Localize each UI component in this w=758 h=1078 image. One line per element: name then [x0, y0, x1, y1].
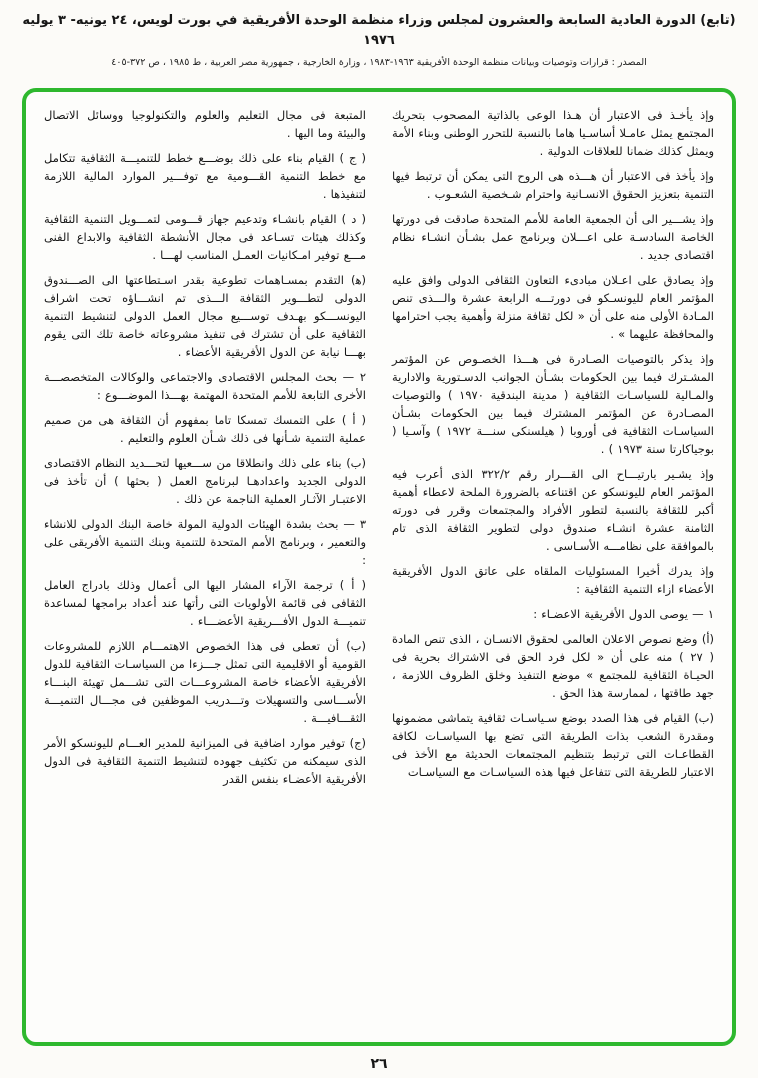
- header-title: (تابع) الدورة العادية السابعة والعشرون لمجلس وزراء منظمة الوحدة الأفريقية في بورت لويس، ٢٤ يونيه- ٣ يوليه ١٩٧٦: [22, 13, 736, 48]
- text-columns: [44, 106, 714, 1028]
- paragraph: وإذ يذكر بالتوصيات الصـادرة فى هـــذا الخصـوص عن المؤتمر المشـترك فيما بين الحكومات بشـأن الجوانب الدسـتورية والادارية والمـالية للسياسـات الثقافية ( مدينة البندقية ١٩٧٠ ) والتوصيات المصـادرة عن المؤتمر المشترك فيما بين الحكومات بشـأن السياسـات الثقافية فى أوروبا ( هيلسنكى سنـــة ١٩٧٢ ) وآسـيا ( بوجياكارتا سنة ١٩٧٣ ) .: [392, 352, 715, 456]
- header-source: المصدر : قرارات وتوصيات وبيانات منظمة الوحدة الأفريقية ١٩٦٣-١٩٨٣ ، وزارة الخارجية ، جمهورية مصر العربية ، ط ١٩٨٥ ، ص ٣٧٢-٤٠٥: [111, 57, 647, 68]
- paragraph: (ب) أن تعطى فى هذا الخصوص الاهتمـــام اللازم للمشروعات القومية أو الاقليمية التى تمثل جـــزءا من السياسـات الثقافية للدول الأفريقية الأعضاء خاصة المشروعـــات التى تشـــمل تهيئة البنـــاء الأســـاسى والتسهيلات وتـــدريب الموظفين فى مجـــال التنميـــة الثقـــافيـــة .: [44, 639, 366, 725]
- page-header: [0, 0, 758, 68]
- paragraph: وإذ يدرك أخيرا المسئوليات الملقاه على عاتق الدول الأفريقية الأعضاء ازاء التنمية الثقافية :: [392, 564, 714, 596]
- paragraph: ( أ ) ترجمة الآراء المشار اليها الى أعمال وذلك بادراج العامل الثقافى فى قائمة الأولويات التى رأتها عند أعداد برامجها لمساعدة تنميـــة الدول الأفـــريقية الأعضـــاء .: [44, 578, 366, 628]
- paragraph: المتبعة فى مجال التعليم والعلوم والتكنولوجيا ووسائل الاتصال والبيئة وما اليها .: [44, 108, 366, 140]
- paragraph: (ﻫ) التقدم بمسـاهمات تطوعية بقدر اسـتطاعتها الى الصـــندوق الدولى لتطـــوير الثقافة الـــذى تم انشـــاؤه تحت اشراف اليونســـكو بهـدف توســـيع مجال العمل الدولى لتنشيط التنمية الثقافية على أن تشترك فى تنفيذ مشروعاته خاصة تلك التى يقوم بهـــا نيابة عن الدول الأفريقية الأعضاء .: [44, 273, 366, 359]
- paragraph: ١ — يوصى الدول الأفريقية الاعضـاء :: [533, 607, 714, 621]
- paragraph: وإذ يأخذ فى الاعتبار أن هـــذه هى الروح التى يمكن أن ترتبط فيها التنمية بتعزيز الحقوق الانسـانية واحترام شـخصية الشعـوب .: [392, 169, 714, 201]
- paragraph: ٢ — بحث المجلس الاقتصادى والاجتماعى والوكالات المتخصصـــة الأخرى التابعة للأمم المتحدة المهتمة بهـــذا الموضـــوع :: [44, 370, 366, 402]
- content-border-box: [22, 88, 736, 1046]
- paragraph: وإذ يشـــير الى أن الجمعية العامة للأمم المتحدة صادقت فى دورتها الخاصة السادسـة على اعـــلان وبرنامج عمل بشـأن انشـاء نظام اقتصادى جديد .: [392, 212, 714, 262]
- paragraph: ٣ — بحث بشدة الهيئات الدولية المولة خاصة البنك الدولى للانشاء والتعمير ، وبرنامج الأمم المتحدة للتنمية وبنك التنمية الأفريقى على :: [44, 517, 366, 567]
- column-right: [392, 106, 714, 1028]
- paragraph: (ب) القيام فى هذا الصدد بوضع سـياسـات ثقافية يتماشى مضمونها ومقدرة الشعب بذات الطريقة التى تضع بها السياسـات لكافة القطاعـات التى ترتبط بتنظيم المجتمعات الحديثة مع الأخذ فى الاعتبار للطريقة التى تتفاعل فيها هذه السياسـات مع السياسـات: [392, 711, 714, 779]
- paragraph: وإذ يأخـذ فى الاعتبار أن هـذا الوعى بالذاتية المصحوب بتحريك المجتمع يمثل عامـلا أساسـيا هاما بالنسبة للتحرر الوطنى وبناء الأمة ويمثل كذلك ضمانا للعلاقات الدولية .: [392, 108, 714, 158]
- paragraph: وإذ يصادق على اعـلان مبادىء التعاون الثقافى الدولى وافق عليه المؤتمر العام لليونسـكو فى دورتـــه الرابعة عشرة والـــذى تنص المـادة الأولى منه على أن « لكل ثقافة منزلة وأهمية يجب احترامها والمحافظة عليهما » .: [392, 273, 714, 341]
- paragraph: (ب) بناء على ذلك وانطلاقا من ســـعيها لتحـــديد النظام الاقتصادى الدولى الجديد واعدادهـا لبرنامج العمل ( بحثها ) أن تأخذ فى الاعتبـار الآثـار العملية الناجمة عن ذلك .: [44, 456, 366, 506]
- column-left: [44, 106, 366, 1028]
- paragraph: ( أ ) على التمسك تمسكا تاما بمفهوم أن الثقافة هى من صميم عملية التنمية شـأنها فى ذلك شـأن العلوم والتعليم .: [44, 413, 366, 445]
- paragraph: ( ج ) القيام بناء على ذلك بوضـــع خطط للتنميـــة الثقافية تتكامل مع خطط التنمية القـــومية مع توفـــير الموارد المالية اللازمة لتنفيذها .: [44, 151, 366, 201]
- paragraph: (أ) وضع نصوص الاعلان العالمى لحقوق الانسـان ، الذى تنص المادة ( ٢٧ ) منه على أن « لكل فرد الحق فى الاشتراك بحرية فى الحيـاة الثقافية للمجتمع » موضع التنفيذ وخلق الظروف اللازمة ، جهد طاقتها ، لممارسة هذا الحق .: [392, 632, 714, 700]
- paragraph: ( د ) القيام بانشـاء وتدعيم جهاز قـــومى لتمـــويل التنمية الثقافية وكذلك هيئات تسـاعد فى مجال الأنشطة الثقافية والابداع الفنى مـــع توفير امـكانيات العمـل المناسب لهـــا .: [44, 212, 366, 262]
- paragraph: وإذ يشـير بارتيـــاح الى القـــرار رقم ٣٢٢/٢ الذى أعرب فيه المؤتمر العام لليونسكو عن اقتناعه بالضرورة الملحة لاعطاء أهمية أكبر للثقافة بالنسبة لتطور الأفراد والمجتمعات وقرر فى دورته الثامنة عشرة انشـاء صندوق دولى لتطوير الثقافة الذى تام بالموافقة على نظامـــه الأسـاسى .: [392, 467, 714, 553]
- page-number: ٢٦: [370, 1056, 388, 1072]
- paragraph: (ج) توفير موارد اضافية فى الميزانية للمدير العـــام لليونسكو الأمر الذى سيمكنه من تكثيف جهوده لتنشيط التنمية الثقافية فى الدول الأفريقية الأعضـاء بنفس القدر: [44, 736, 366, 786]
